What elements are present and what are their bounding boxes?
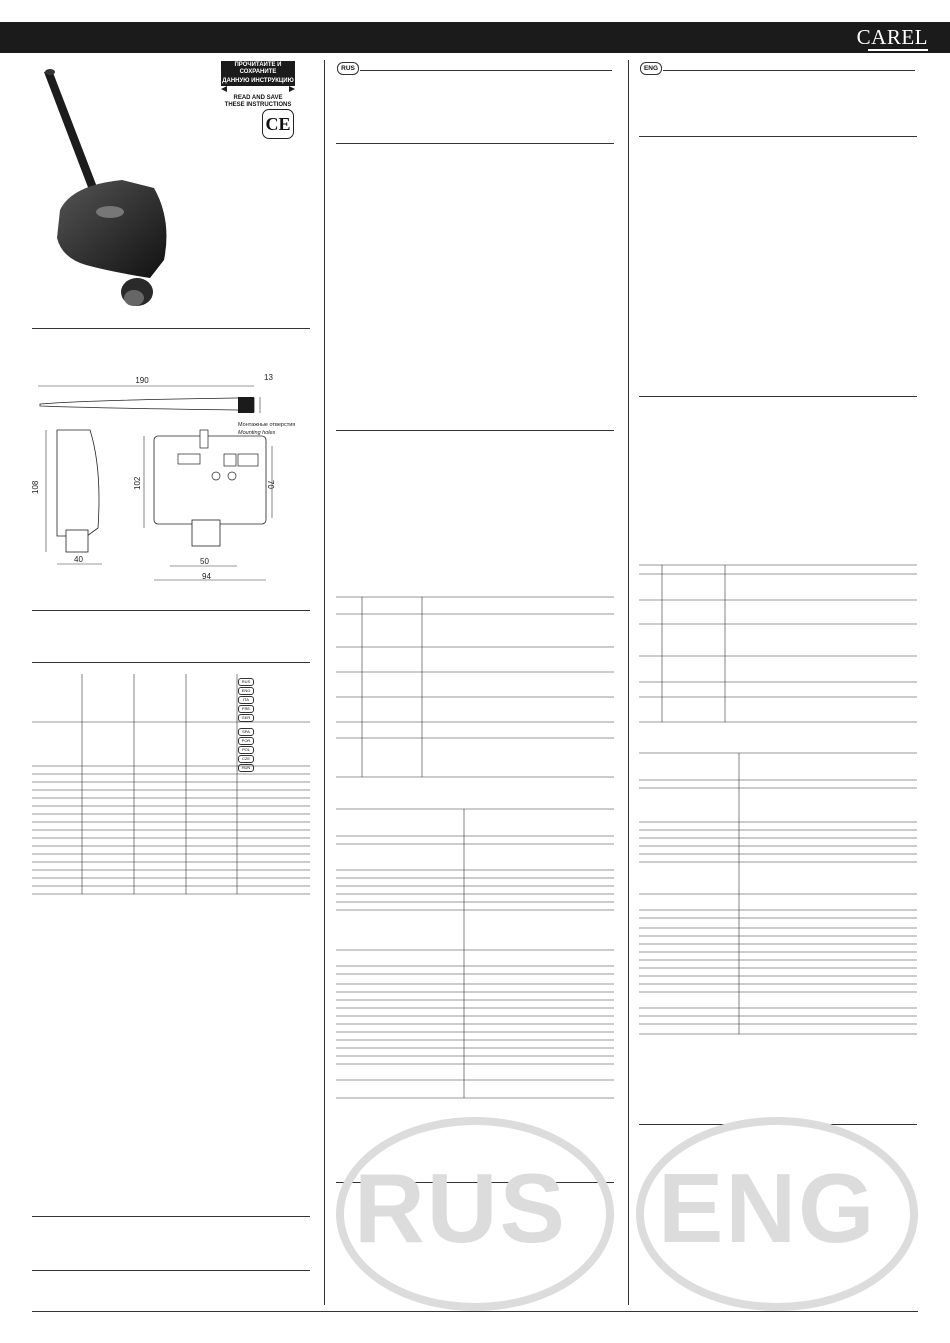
dim-antenna-diameter: 13: [264, 373, 273, 382]
antenna-outline: [40, 398, 254, 412]
rus-terminal-table: [336, 596, 616, 780]
rus-tech-table: [336, 808, 616, 1100]
divider: [32, 1216, 310, 1217]
divider: [336, 143, 614, 144]
carel-logo: CAREL: [856, 25, 928, 49]
divider: [32, 1270, 310, 1271]
logo-underline: [868, 49, 928, 51]
side-view: [57, 430, 99, 536]
warning-line-ru-2: ДАННУЮ ИНСТРУКЦИЮ: [222, 78, 294, 84]
codes-table: [32, 662, 312, 898]
lang-icon: SPA: [238, 728, 254, 736]
product-photo: [32, 60, 192, 322]
lang-icon: ENG: [238, 687, 254, 695]
ce-mark-icon: CE: [262, 109, 294, 139]
eng-watermark: ENG: [658, 1153, 877, 1263]
divider: [663, 70, 915, 71]
lang-icon: GER: [238, 714, 254, 722]
dim-side-depth: 40: [74, 555, 83, 564]
arrows-icon: [221, 86, 295, 92]
header-bar: [0, 22, 950, 53]
footer-rule: [32, 1311, 918, 1312]
column-separator: [628, 60, 629, 1305]
dim-hole-spacing-h: 50: [200, 557, 209, 566]
column-separator: [324, 60, 325, 1305]
language-icon-list: [238, 678, 254, 773]
divider: [336, 430, 614, 431]
read-save-warning: [221, 61, 295, 109]
front-view: [154, 436, 266, 524]
antenna-connector: [238, 397, 254, 413]
rus-watermark: RUS: [354, 1153, 567, 1263]
lang-icon: HUN: [238, 764, 254, 772]
lang-icon: POL: [238, 746, 254, 754]
dim-front-height: 102: [133, 476, 142, 490]
dim-side-height: 108: [31, 480, 40, 494]
lang-icon: ITA: [238, 696, 254, 704]
divider: [32, 328, 310, 329]
dim-hole-spacing-v: 70: [266, 480, 275, 489]
lang-icon: FRE: [238, 705, 254, 713]
divider: [639, 396, 917, 397]
warning-line-en-2: THESE INSTRUCTIONS: [224, 102, 292, 108]
lang-icon: POR: [238, 737, 254, 745]
eng-terminal-table: [639, 564, 919, 724]
mounting-holes-en: Mounting holes: [238, 430, 276, 436]
rus-badge: RUS: [337, 62, 359, 75]
dim-antenna-length: 190: [135, 376, 149, 385]
lang-icon: CZE: [238, 755, 254, 763]
divider: [360, 70, 612, 71]
mounting-holes-ru: Монтажные отверстия: [238, 422, 296, 428]
dimension-drawing: [32, 368, 312, 588]
divider: [32, 610, 310, 611]
warning-line-ru-1: ПРОЧИТАЙТЕ И СОХРАНИТЕ: [221, 61, 295, 77]
eng-tech-table: [639, 752, 919, 1036]
lang-icon: RUS: [238, 678, 254, 686]
enclosure-shape: [57, 180, 166, 278]
divider: [639, 136, 917, 137]
eng-badge: ENG: [640, 62, 662, 75]
antenna-shape: [44, 70, 102, 203]
warning-line-en-1: READ AND SAVE: [233, 95, 283, 101]
dim-front-width: 94: [202, 572, 211, 581]
